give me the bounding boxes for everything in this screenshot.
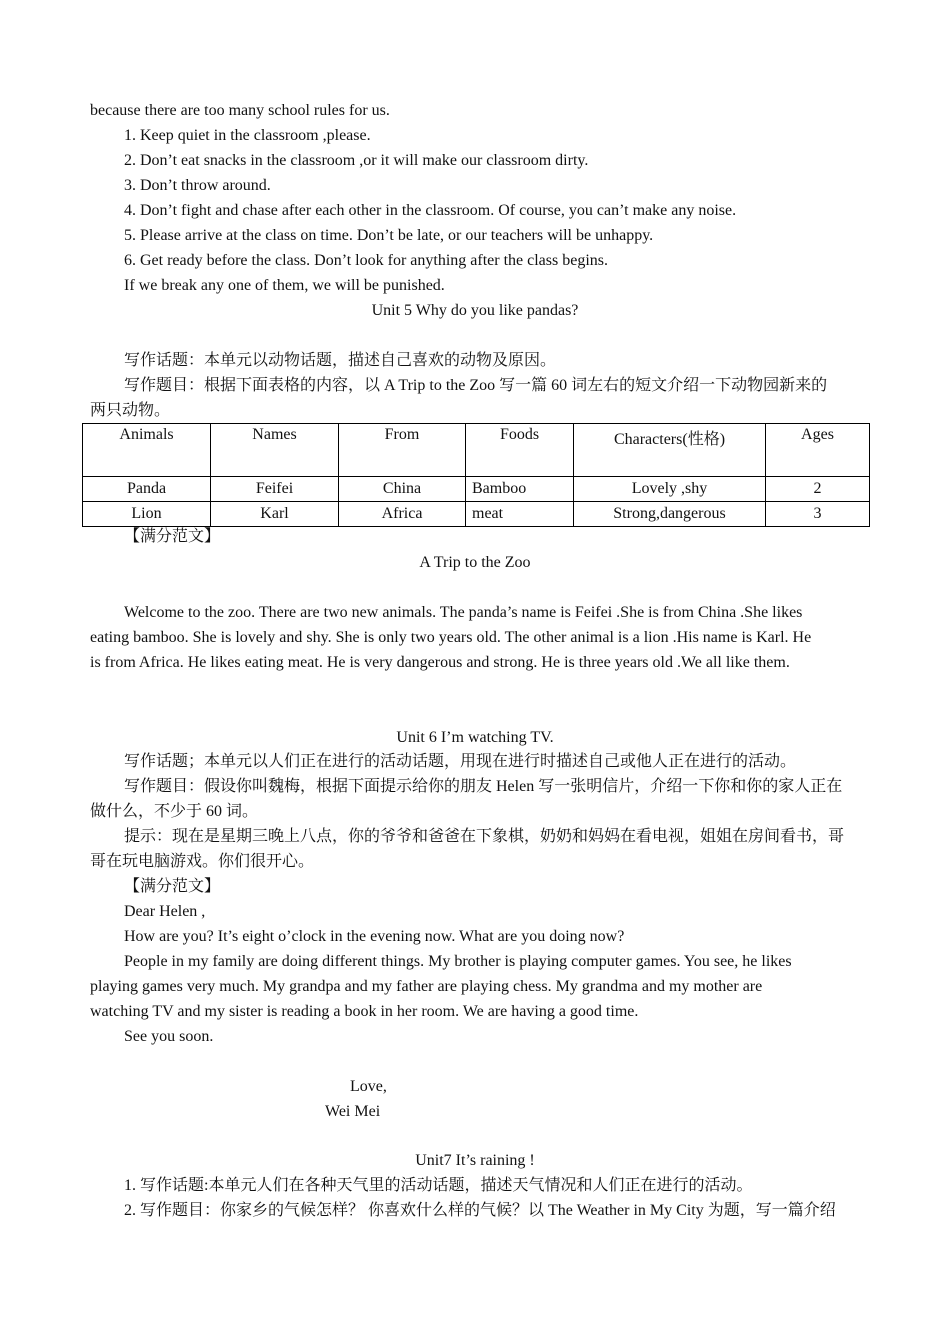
unit5-title: Unit 5 Why do you like pandas? <box>371 302 579 319</box>
essay-line: Welcome to the zoo. There are two new animals. The panda’s name is Feifei .She is from China .She likes <box>124 604 803 621</box>
rule-item: 3. Don’t throw around. <box>124 177 271 194</box>
model-essay-label: 【满分范文】 <box>124 878 221 895</box>
unit6-prompt-cont: 做什么，不少于 60 词。 <box>90 803 259 820</box>
essay-line: is from Africa. He likes eating meat. He is very dangerous and strong. He is three years old .We all like them. <box>90 654 790 671</box>
rule-item: 6. Get ready before the class. Don’t look for anything after the class begins. <box>124 252 608 269</box>
rule-item: 4. Don’t fight and chase after each other in the classroom. Of course, you can’t make any noise. <box>124 202 737 219</box>
unit5-prompt-cont: 两只动物。 <box>90 402 171 419</box>
unit6-topic: 写作话题；本单元以人们正在进行的活动话题，用现在进行时描述自己或他人正在进行的活动。 <box>124 753 797 770</box>
table-cell: Panda <box>83 477 211 502</box>
letter-greeting: Dear Helen , <box>124 903 206 920</box>
table-cell: Lovely ,shy <box>574 477 766 502</box>
unit7-title: Unit7 It’s raining ! <box>415 1152 535 1169</box>
table-row <box>83 502 870 527</box>
letter-line: watching TV and my sister is reading a book in her room. We are having a good time. <box>90 1003 639 1020</box>
letter-closing: See you soon. <box>124 1028 214 1045</box>
header-from: From <box>339 424 466 477</box>
essay-title: A Trip to the Zoo <box>419 554 531 571</box>
table-row <box>83 477 870 502</box>
unit5-prompt: 写作题目：根据下面表格的内容，以 A Trip to the Zoo 写一篇 60 词左右的短文介绍一下动物园新来的 <box>124 377 828 394</box>
unit6-prompt: 写作题目：假设你叫魏梅，根据下面提示给你的朋友 Helen 写一张明信片，介绍一下你和你的家人正在 <box>124 778 843 795</box>
unit6-hint: 提示：现在是星期三晚上八点，你的爷爷和爸爸在下象棋，奶奶和妈妈在看电视，姐姐在房间看书，哥 <box>124 828 845 845</box>
table-cell: Africa <box>339 502 466 527</box>
header-names: Names <box>211 424 339 477</box>
table-cell: Feifei <box>211 477 339 502</box>
header-ages: Ages <box>766 424 870 477</box>
rule-item: 2. Don’t eat snacks in the classroom ,or it will make our classroom dirty. <box>124 152 589 169</box>
rule-item: 5. Please arrive at the class on time. Don’t be late, or our teachers will be unhappy. <box>124 227 654 244</box>
model-essay-label: 【满分范文】 <box>124 528 221 545</box>
header-foods: Foods <box>466 424 574 477</box>
text-line: If we break any one of them, we will be punished. <box>124 277 445 294</box>
table-cell: meat <box>466 502 574 527</box>
table-cell: 3 <box>766 502 870 527</box>
unit6-title: Unit 6 I’m watching TV. <box>396 729 554 746</box>
text-line: because there are too many school rules for us. <box>90 102 390 119</box>
unit6-hint-cont: 哥在玩电脑游戏。你们很开心。 <box>90 853 315 870</box>
letter-line: People in my family are doing different things. My brother is playing computer games. You see, he likes <box>124 953 792 970</box>
table-cell: 2 <box>766 477 870 502</box>
letter-sign-love: Love, <box>350 1078 387 1095</box>
letter-line: How are you? It’s eight o’clock in the evening now. What are you doing now? <box>124 928 625 945</box>
rule-item: 1. Keep quiet in the classroom ,please. <box>124 127 371 144</box>
unit7-item: 1. 写作话题:本单元人们在各种天气里的活动话题，描述天气情况和人们正在进行的活动。 <box>124 1177 753 1194</box>
letter-line: playing games very much. My grandpa and my father are playing chess. My grandma and my mother are <box>90 978 763 995</box>
essay-line: eating bamboo. She is lovely and shy. She is only two years old. The other animal is a lion .His name is Karl. He <box>90 629 812 646</box>
unit7-item: 2. 写作题目：你家乡的气候怎样？ 你喜欢什么样的气候？以 The Weather in My City 为题，写一篇介绍 <box>124 1202 836 1219</box>
table-header-row <box>83 424 870 477</box>
table-cell: Bamboo <box>466 477 574 502</box>
unit5-topic: 写作话题：本单元以动物话题，描述自己喜欢的动物及原因。 <box>124 352 557 369</box>
letter-sign-name: Wei Mei <box>325 1103 381 1120</box>
table-cell: China <box>339 477 466 502</box>
table-cell: Strong,dangerous <box>574 502 766 527</box>
header-animals: Animals <box>83 424 211 477</box>
table-cell: Karl <box>211 502 339 527</box>
header-characters: Characters(性格) <box>574 424 766 477</box>
table-cell: Lion <box>83 502 211 527</box>
animals-table <box>82 423 870 527</box>
